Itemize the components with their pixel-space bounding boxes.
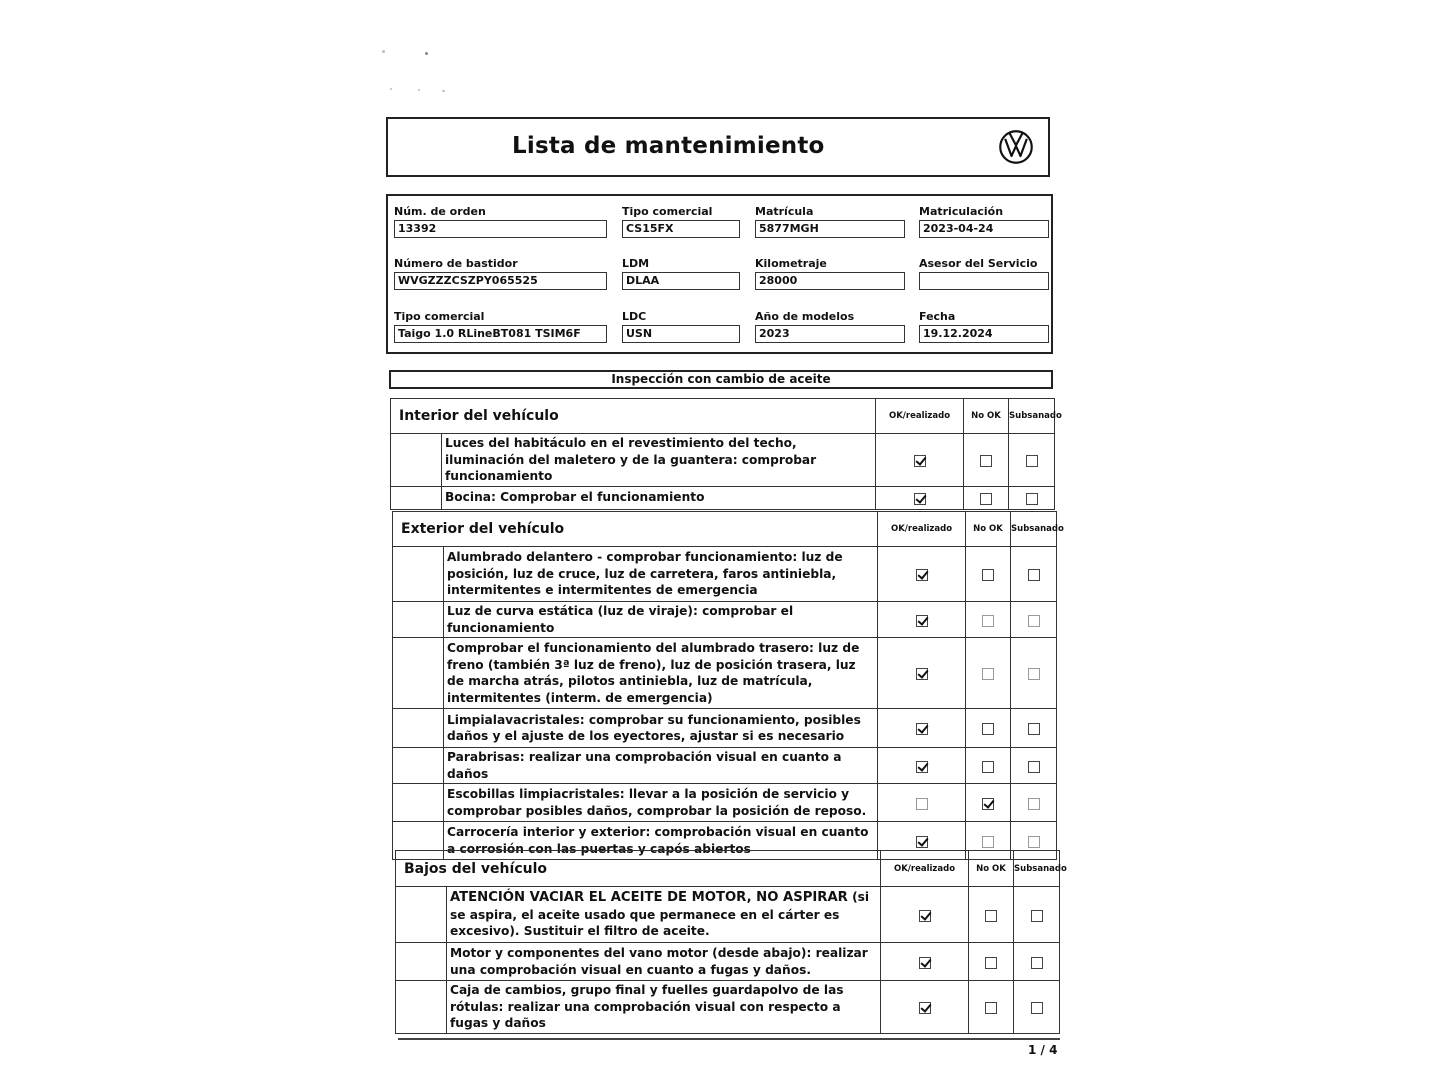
item-description: Parabrisas: realizar una comprobación visual en cuanto a daños — [444, 748, 878, 784]
field-label: Año de modelos — [755, 310, 855, 323]
not-ok-checkbox[interactable] — [985, 1002, 997, 1014]
ok-checkbox[interactable] — [916, 569, 928, 581]
fixed-checkbox[interactable] — [1026, 493, 1038, 505]
ok-checkbox[interactable] — [916, 761, 928, 773]
fixed-checkbox[interactable] — [1028, 761, 1040, 773]
plate-value: 5877MGH — [755, 220, 905, 238]
col-fixed-header: Subsanado — [1014, 851, 1060, 887]
item-description: Motor y componentes del vano motor (desde abajo): realizar una comprobación visual en cuanto a fugas y daños. — [447, 943, 881, 981]
item-description: Luz de curva estática (luz de viraje): comprobar el funcionamiento — [444, 602, 878, 638]
item-description: Bocina: Comprobar el funcionamiento — [442, 486, 876, 509]
model-year-field — [755, 310, 905, 343]
item-description: Escobillas limpiacristales: llevar a la posición de servicio y comprobar posibles daños, comprobar la posición de reposo. — [444, 784, 878, 822]
section-underbody — [395, 850, 1067, 1034]
page-number: 1 / 4 — [1028, 1043, 1058, 1057]
row-spacer — [393, 748, 444, 784]
ldc-value: USN — [622, 325, 740, 343]
item-description: Luces del habitáculo en el revestimiento del techo, iluminación del maletero y de la guantera: comprobar funcionamiento — [442, 434, 876, 487]
model-field — [394, 310, 607, 343]
section-header-row — [393, 512, 1057, 547]
section-header-row — [396, 851, 1060, 887]
row-spacer — [393, 602, 444, 638]
table-row — [391, 486, 1055, 509]
field-label: Kilometraje — [755, 257, 827, 270]
footer-divider — [398, 1038, 1060, 1040]
not-ok-checkbox[interactable] — [982, 723, 994, 735]
field-label: Fecha — [919, 310, 956, 323]
not-ok-checkbox[interactable] — [982, 798, 994, 810]
advisor-value — [919, 272, 1049, 290]
not-ok-checkbox[interactable] — [985, 957, 997, 969]
vehicle-info-panel — [386, 194, 1053, 354]
scan-specks — [380, 44, 450, 94]
km-field — [755, 257, 905, 290]
model-year-value: 2023 — [755, 325, 905, 343]
col-ok-header: OK/realizado — [878, 512, 966, 547]
table-row — [396, 981, 1060, 1034]
fixed-checkbox[interactable] — [1028, 569, 1040, 581]
row-spacer — [393, 547, 444, 602]
plate-field — [755, 205, 905, 238]
advisor-field — [919, 257, 1049, 290]
fixed-checkbox[interactable] — [1028, 668, 1040, 680]
vw-logo-icon — [998, 129, 1034, 165]
ldm-value: DLAA — [622, 272, 740, 290]
ok-checkbox[interactable] — [916, 723, 928, 735]
ok-checkbox[interactable] — [916, 836, 928, 848]
col-ok-header: OK/realizado — [881, 851, 969, 887]
title-header — [386, 117, 1050, 177]
vin-field — [394, 257, 607, 290]
date-value: 19.12.2024 — [919, 325, 1049, 343]
item-description: Alumbrado delantero - comprobar funcionamiento: luz de posición, luz de cruce, luz de carretera, faros antiniebla, intermitentes e intermitentes de emergencia — [444, 547, 878, 602]
ldm-field — [622, 257, 740, 290]
row-spacer — [396, 943, 447, 981]
not-ok-checkbox[interactable] — [982, 668, 994, 680]
table-row — [391, 434, 1055, 487]
commercial-type-field — [622, 205, 740, 238]
km-value: 28000 — [755, 272, 905, 290]
field-label: Tipo comercial — [394, 310, 485, 323]
row-spacer — [391, 434, 442, 487]
item-description: Carrocería interior y exterior: comprobación visual en cuanto a corrosión con las puertas y capós abiertos — [444, 822, 878, 860]
order-number-value: 13392 — [394, 220, 607, 238]
fixed-checkbox[interactable] — [1026, 455, 1038, 467]
fixed-checkbox[interactable] — [1031, 1002, 1043, 1014]
commercial-type-value: CS15FX — [622, 220, 740, 238]
ok-checkbox[interactable] — [916, 798, 928, 810]
field-label: Tipo comercial — [622, 205, 713, 218]
vin-value: WVGZZZCSZPY065525 — [394, 272, 607, 290]
row-spacer — [391, 486, 442, 509]
section-title: Interior del vehículo — [391, 399, 876, 434]
item-description — [447, 887, 881, 943]
field-label: LDC — [622, 310, 647, 323]
field-label: Número de bastidor — [394, 257, 518, 270]
table-row — [393, 748, 1057, 784]
fixed-checkbox[interactable] — [1028, 723, 1040, 735]
not-ok-checkbox[interactable] — [980, 455, 992, 467]
item-description: Comprobar el funcionamiento del alumbrado trasero: luz de freno (también 3ª luz de freno), luz de posición trasera, luz de marcha atrás, pilotos antiniebla, luz de matrícula, intermitentes (interm. de emergencia) — [444, 638, 878, 709]
col-not-ok-header: No OK — [964, 399, 1009, 434]
table-row — [393, 784, 1057, 822]
table-row — [396, 887, 1060, 943]
field-label: LDM — [622, 257, 650, 270]
section-header-row — [391, 399, 1055, 434]
fixed-checkbox[interactable] — [1028, 615, 1040, 627]
ok-checkbox[interactable] — [914, 455, 926, 467]
fixed-checkbox[interactable] — [1028, 798, 1040, 810]
section-exterior — [392, 511, 1064, 860]
fixed-checkbox[interactable] — [1031, 910, 1043, 922]
field-label: Núm. de orden — [394, 205, 486, 218]
col-not-ok-header: No OK — [969, 851, 1014, 887]
fixed-checkbox[interactable] — [1031, 957, 1043, 969]
col-fixed-header: Subsanado — [1011, 512, 1057, 547]
field-label: Matriculación — [919, 205, 1004, 218]
ldc-field — [622, 310, 740, 343]
warning-detail: (si se aspira, el aceite usado que permanece en el cárter es excesivo). Sustituir el filtro de aceite. — [450, 890, 870, 939]
item-description: Caja de cambios, grupo final y fuelles guardapolvo de las rótulas: realizar una comprobación visual con respecto a fugas y daños — [447, 981, 881, 1034]
fixed-checkbox[interactable] — [1028, 836, 1040, 848]
inspection-type-bar: Inspección con cambio de aceite — [389, 370, 1053, 389]
section-title: Exterior del vehículo — [393, 512, 878, 547]
registration-value: 2023-04-24 — [919, 220, 1049, 238]
col-not-ok-header: No OK — [966, 512, 1011, 547]
table-row — [393, 638, 1057, 709]
page-title: Lista de mantenimiento — [512, 133, 825, 159]
col-fixed-header: Subsanado — [1009, 399, 1055, 434]
not-ok-checkbox[interactable] — [982, 615, 994, 627]
table-row — [393, 547, 1057, 602]
not-ok-checkbox[interactable] — [982, 761, 994, 773]
ok-checkbox[interactable] — [916, 668, 928, 680]
row-spacer — [396, 981, 447, 1034]
section-interior — [390, 398, 1062, 510]
not-ok-checkbox[interactable] — [980, 493, 992, 505]
ok-checkbox[interactable] — [919, 910, 931, 922]
order-field — [394, 205, 607, 238]
row-spacer — [396, 887, 447, 943]
date-field — [919, 310, 1049, 343]
not-ok-checkbox[interactable] — [985, 910, 997, 922]
ok-checkbox[interactable] — [916, 615, 928, 627]
field-label: Asesor del Servicio — [919, 257, 1038, 270]
col-ok-header: OK/realizado — [876, 399, 964, 434]
not-ok-checkbox[interactable] — [982, 836, 994, 848]
model-value: Taigo 1.0 RLineBT081 TSIM6F — [394, 325, 607, 343]
warning-text: ATENCIÓN VACIAR EL ACEITE DE MOTOR, NO ASPIRAR — [450, 890, 848, 906]
table-row — [396, 943, 1060, 981]
not-ok-checkbox[interactable] — [982, 569, 994, 581]
section-title: Bajos del vehículo — [396, 851, 881, 887]
ok-checkbox[interactable] — [914, 493, 926, 505]
row-spacer — [393, 784, 444, 822]
row-spacer — [393, 709, 444, 748]
table-row — [393, 709, 1057, 748]
row-spacer — [393, 638, 444, 709]
field-label: Matrícula — [755, 205, 814, 218]
table-row — [393, 602, 1057, 638]
ok-checkbox[interactable] — [919, 957, 931, 969]
registration-field — [919, 205, 1049, 238]
ok-checkbox[interactable] — [919, 1002, 931, 1014]
item-description: Limpialavacristales: comprobar su funcionamiento, posibles daños y el ajuste de los eyectores, ajustar si es necesario — [444, 709, 878, 748]
